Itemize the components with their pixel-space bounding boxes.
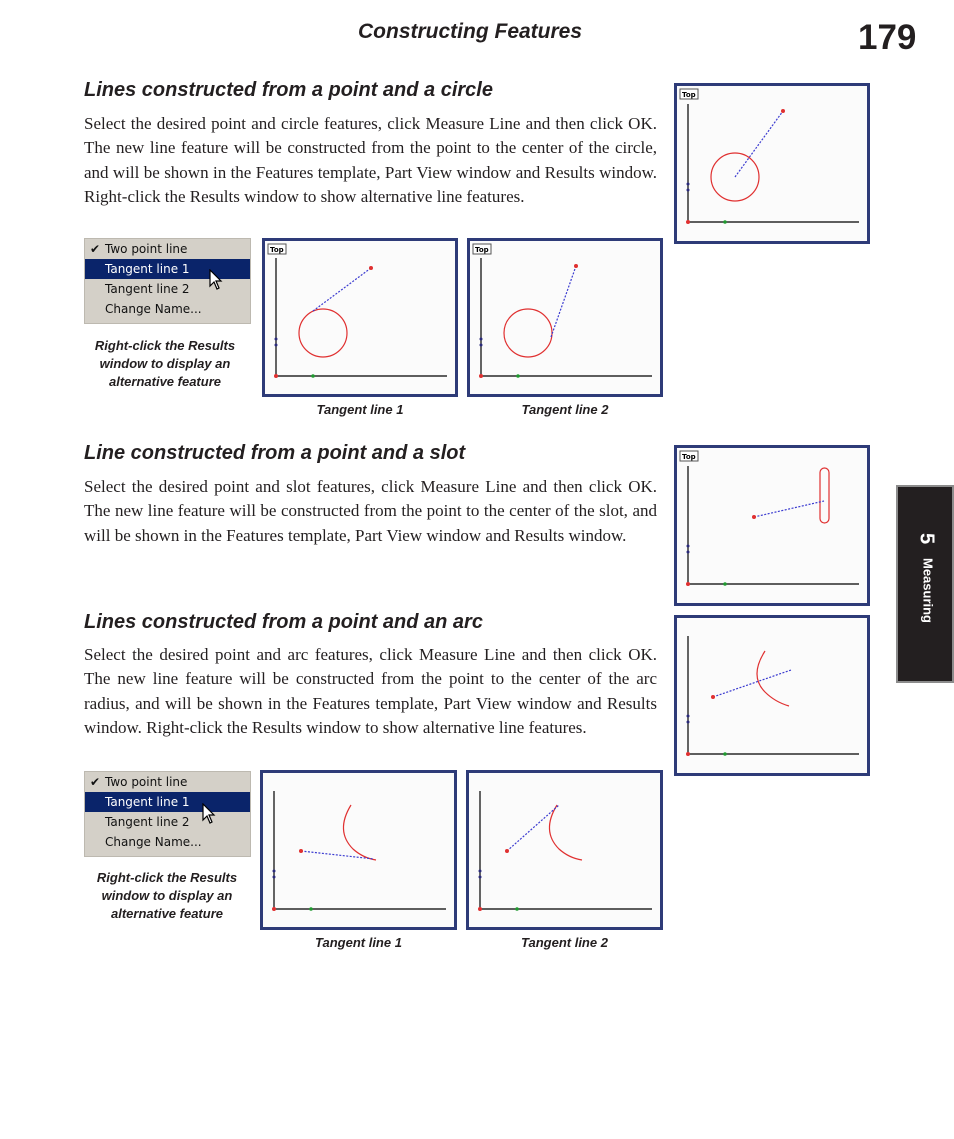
menu-item-two-point-line[interactable]: ✔ Two point line [85, 239, 250, 259]
running-header-title: Constructing Features [358, 20, 583, 43]
part-view-circle [674, 83, 870, 244]
part-view-arc-tangent-2 [466, 770, 663, 930]
checkmark-icon: ✔ [90, 242, 101, 256]
section-body-slot: Select the desired point and slot features, click Measure Line and then click OK. The new line feature will be constructed from the point to the center of the slot, and will be shown in the Features template, Part View window and Results window. [84, 477, 657, 545]
section-body-arc: Select the desired point and arc features, click Measure Line and then click OK. The new line feature will be constructed from the point to the center of the arc radius, and will be shown in the Features template, Part View window and Results window. Right-click the Results window to show alternative line features. [84, 645, 657, 737]
view-tab-label: Top [682, 91, 696, 99]
chapter-tab [896, 485, 954, 683]
part-view-circle-tangent-1 [262, 238, 458, 397]
section-heading-circle: Lines constructed from a point and a circle [84, 79, 493, 101]
part-view-circle-tangent-2 [467, 238, 663, 397]
menu-item-tangent-line-1[interactable]: Tangent line 1 [85, 792, 250, 812]
chapter-tab-number: 5 [915, 532, 938, 545]
part-view-slot [674, 445, 870, 606]
checkmark-icon: ✔ [90, 775, 101, 789]
menu-item-two-point-line[interactable]: ✔ Two point line [85, 772, 250, 792]
chapter-tab-label: Measuring [920, 557, 936, 623]
caption-menu-arc: Right-click the Results window to display an alternative feature [96, 870, 238, 921]
menu-item-tangent-line-2[interactable]: Tangent line 2 [105, 282, 190, 296]
context-menu-circle [84, 238, 251, 324]
part-view-arc-tangent-1 [260, 770, 457, 930]
svg-text:Top: Top [682, 453, 696, 461]
svg-text:Top: Top [475, 246, 489, 254]
menu-item-tangent-line-1[interactable]: Tangent line 1 [85, 259, 250, 279]
caption-tangent-2-arc: Tangent line 2 [521, 935, 608, 950]
caption-tangent-1-arc: Tangent line 1 [315, 935, 402, 950]
caption-menu-circle: Right-click the Results window to display an alternative feature [94, 338, 236, 389]
menu-item-change-name[interactable]: Change Name... [105, 835, 202, 849]
section-heading-slot: Line constructed from a point and a slot [84, 442, 466, 464]
caption-tangent-2-circle: Tangent line 2 [521, 402, 609, 417]
menu-item-change-name[interactable]: Change Name... [105, 302, 202, 316]
page-number: 179 [858, 18, 917, 57]
menu-item-tangent-line-2[interactable]: Tangent line 2 [105, 815, 190, 829]
mouse-pointer-icon [209, 269, 223, 291]
part-view-arc [674, 615, 870, 776]
svg-text:Top: Top [270, 246, 284, 254]
context-menu-arc [84, 771, 251, 857]
caption-tangent-1-circle: Tangent line 1 [316, 402, 404, 417]
section-heading-arc: Lines constructed from a point and an arc [84, 611, 483, 633]
section-body-circle: Select the desired point and circle features, click Measure Line and then click OK. The new line feature will be constructed from the point to the center of the circle, and will be shown in the Features template, Part View window and Results window. Right-click the Results window to show alternative line features. [84, 114, 657, 206]
mouse-pointer-icon [202, 803, 216, 825]
